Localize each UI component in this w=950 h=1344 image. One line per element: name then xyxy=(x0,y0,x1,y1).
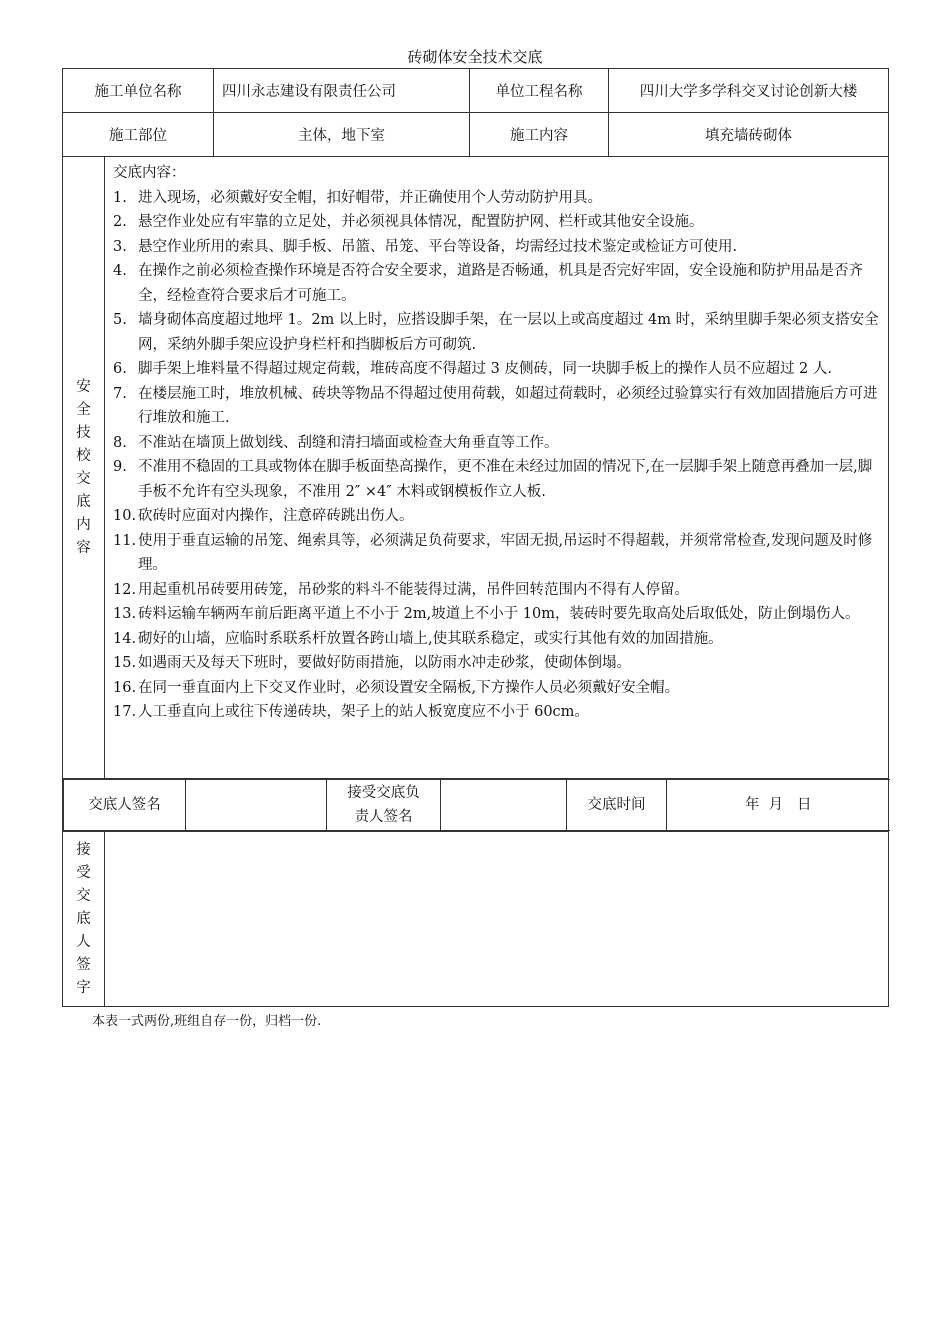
item-number: 11. xyxy=(113,532,137,549)
list-item xyxy=(113,186,882,211)
signature-cell xyxy=(63,779,889,832)
item-number: 3. xyxy=(113,238,127,255)
receivers-signature-area[interactable] xyxy=(105,832,889,1007)
item-number: 1. xyxy=(113,189,127,206)
label-line: 责人签名 xyxy=(354,809,413,825)
item-number: 2. xyxy=(113,214,127,230)
time-label: 交底时间 xyxy=(567,780,667,831)
item-number: 6. xyxy=(113,361,127,377)
item-number: 15. xyxy=(113,655,137,671)
vertical-char: 交 xyxy=(76,470,91,487)
item-text: 在操作之前必须检查操作环境是否符合安全要求，道路是否畅通，机具是否完好牢固，安全设施和防护用品是否齐全，经检查符合要求后才可施工。 xyxy=(138,263,863,304)
item-text: 不准站在墙顶上做划线、刮缝和清扫墙面或检查大角垂直等工作。 xyxy=(138,434,559,451)
item-number: 14. xyxy=(113,630,137,647)
item-text: 在楼层施工时，堆放机械、砖块等物品不得超过使用荷载，如超过荷载时，必须经过验算实行有效加固措施后方可进行堆放和施工. xyxy=(138,385,878,426)
content-intro: 交底内容： xyxy=(113,165,186,181)
item-text: 砖料运输车辆两车前后距离平道上不小于 2m,坡道上不小于 10m，装砖时要先取高处后取低处，防止倒塌伤人。 xyxy=(138,606,860,622)
list-item xyxy=(113,700,882,725)
item-number: 4. xyxy=(113,263,127,279)
item-number: 13. xyxy=(113,606,137,622)
item-text: 墙身砌体高度超过地坪 1。2m 以上时，应搭设脚手架，在一层以上或高度超过 4m 时，采纳里脚手架必须支搭安全网，采纳外脚手架应设护身栏杆和挡脚板后方可砌筑. xyxy=(138,312,879,353)
vertical-char: 安 xyxy=(76,378,91,395)
content-label: 施工内容 xyxy=(470,113,609,157)
vertical-char: 全 xyxy=(76,401,91,418)
part-label: 施工部位 xyxy=(63,113,214,157)
item-number: 12. xyxy=(113,581,137,598)
project-value: 四川大学多学科交叉讨论创新大楼 xyxy=(609,69,889,113)
document-title: 砖砌体安全技术交底 xyxy=(407,48,543,66)
vertical-char: 受 xyxy=(76,864,91,881)
list-item xyxy=(113,308,882,357)
vertical-char: 人 xyxy=(76,933,91,950)
list-item xyxy=(113,431,882,456)
vertical-char: 技 xyxy=(76,424,91,441)
receivers-vertical-label xyxy=(63,832,105,1007)
signature-row xyxy=(63,779,889,832)
list-item xyxy=(113,602,882,627)
giver-signature-field[interactable] xyxy=(186,780,327,831)
header-row-1 xyxy=(63,69,889,113)
vertical-char: 容 xyxy=(76,539,91,556)
vertical-char: 校 xyxy=(76,447,91,464)
project-label: 单位工程名称 xyxy=(470,69,609,113)
list-item xyxy=(113,676,882,701)
list-item xyxy=(113,210,882,235)
unit-label: 施工单位名称 xyxy=(63,69,214,113)
list-item xyxy=(113,382,882,431)
item-number: 16. xyxy=(113,679,137,696)
vertical-char: 底 xyxy=(76,910,91,927)
item-text: 在同一垂直面内上下交叉作业时，必须设置安全隔板,下方操作人员必须戴好安全帽。 xyxy=(138,679,680,696)
item-number: 8. xyxy=(113,434,127,451)
vertical-char: 底 xyxy=(76,493,91,510)
item-number: 17. xyxy=(113,704,137,720)
disclosure-table xyxy=(62,68,889,1007)
section-vertical-label xyxy=(63,157,105,779)
footer-note: 本表一式两份,班组自存一份，归档一份. xyxy=(92,1014,322,1029)
content-value: 填充墙砖砌体 xyxy=(609,113,889,157)
item-text: 不准用不稳固的工具或物体在脚手板面垫高操作，更不准在未经过加固的情况下,在一层脚手架上随意再叠加一层,脚手板不允许有空头现象，不准用 2″ ×4″ 木料或钢模板作立人板. xyxy=(138,459,873,500)
item-number: 5. xyxy=(113,312,127,328)
receivers-row xyxy=(63,832,889,1007)
item-number: 10. xyxy=(113,508,137,524)
list-item xyxy=(113,627,882,652)
signature-table xyxy=(63,779,890,831)
list-item xyxy=(113,235,882,260)
item-text: 悬空作业所用的索具、脚手板、吊篮、吊笼、平台等设备，均需经过技术鉴定或检证方可使用. xyxy=(138,238,738,255)
item-number: 9. xyxy=(113,459,127,475)
disclosure-content xyxy=(105,157,889,779)
item-text: 砌好的山墙，应临时系联系杆放置各跨山墙上,使其联系稳定，或实行其他有效的加固措施。 xyxy=(138,630,723,647)
vertical-char: 接 xyxy=(76,841,91,858)
list-item xyxy=(113,357,882,382)
item-number: 7. xyxy=(113,385,127,402)
item-text: 砍砖时应面对内操作，注意碎砖跳出伤人。 xyxy=(138,508,414,524)
unit-value: 四川永志建设有限责任公司 xyxy=(214,69,470,113)
list-item xyxy=(113,504,882,529)
item-text: 使用于垂直运输的吊笼、绳索具等，必须满足负荷要求，牢固无损,吊运时不得超载，并须常常检查,发现问题及时修理。 xyxy=(138,532,873,573)
label-line: 接受交底负 xyxy=(347,785,420,801)
content-row xyxy=(63,157,889,779)
receiver-head-signature-label xyxy=(327,780,441,831)
vertical-char: 内 xyxy=(76,516,91,533)
item-text: 用起重机吊砖要用砖笼，吊砂浆的料斗不能装得过满，吊件回转范围内不得有人停留。 xyxy=(138,581,689,598)
list-item xyxy=(113,455,882,504)
list-item xyxy=(113,651,882,676)
list-item xyxy=(113,529,882,578)
giver-signature-label: 交底人签名 xyxy=(64,780,186,831)
item-text: 脚手架上堆料量不得超过规定荷载，堆砖高度不得超过 3 皮侧砖，同一块脚手板上的操作人员不应超过 2 人. xyxy=(138,361,832,377)
item-text: 如遇雨天及每天下班时，要做好防雨措施，以防雨水冲走砂浆，使砌体倒塌。 xyxy=(138,655,631,671)
item-text: 悬空作业处应有牢靠的立足处，并必须视具体情况，配置防护网、栏杆或其他安全设施。 xyxy=(138,214,704,230)
list-item xyxy=(113,259,882,308)
vertical-char: 交 xyxy=(76,887,91,904)
receiver-head-signature-field[interactable] xyxy=(441,780,567,831)
item-text: 进入现场，必须戴好安全帽，扣好帽带，并正确使用个人劳动防护用具。 xyxy=(138,189,602,206)
list-item xyxy=(113,578,882,603)
header-row-2 xyxy=(63,113,889,157)
item-text: 人工垂直向上或往下传递砖块，架子上的站人板宽度应不小于 60cm。 xyxy=(138,704,589,720)
vertical-char: 签 xyxy=(76,956,91,973)
date-field[interactable]: 年 月 日 xyxy=(667,780,890,831)
part-value: 主体，地下室 xyxy=(214,113,470,157)
vertical-char: 字 xyxy=(76,979,91,996)
